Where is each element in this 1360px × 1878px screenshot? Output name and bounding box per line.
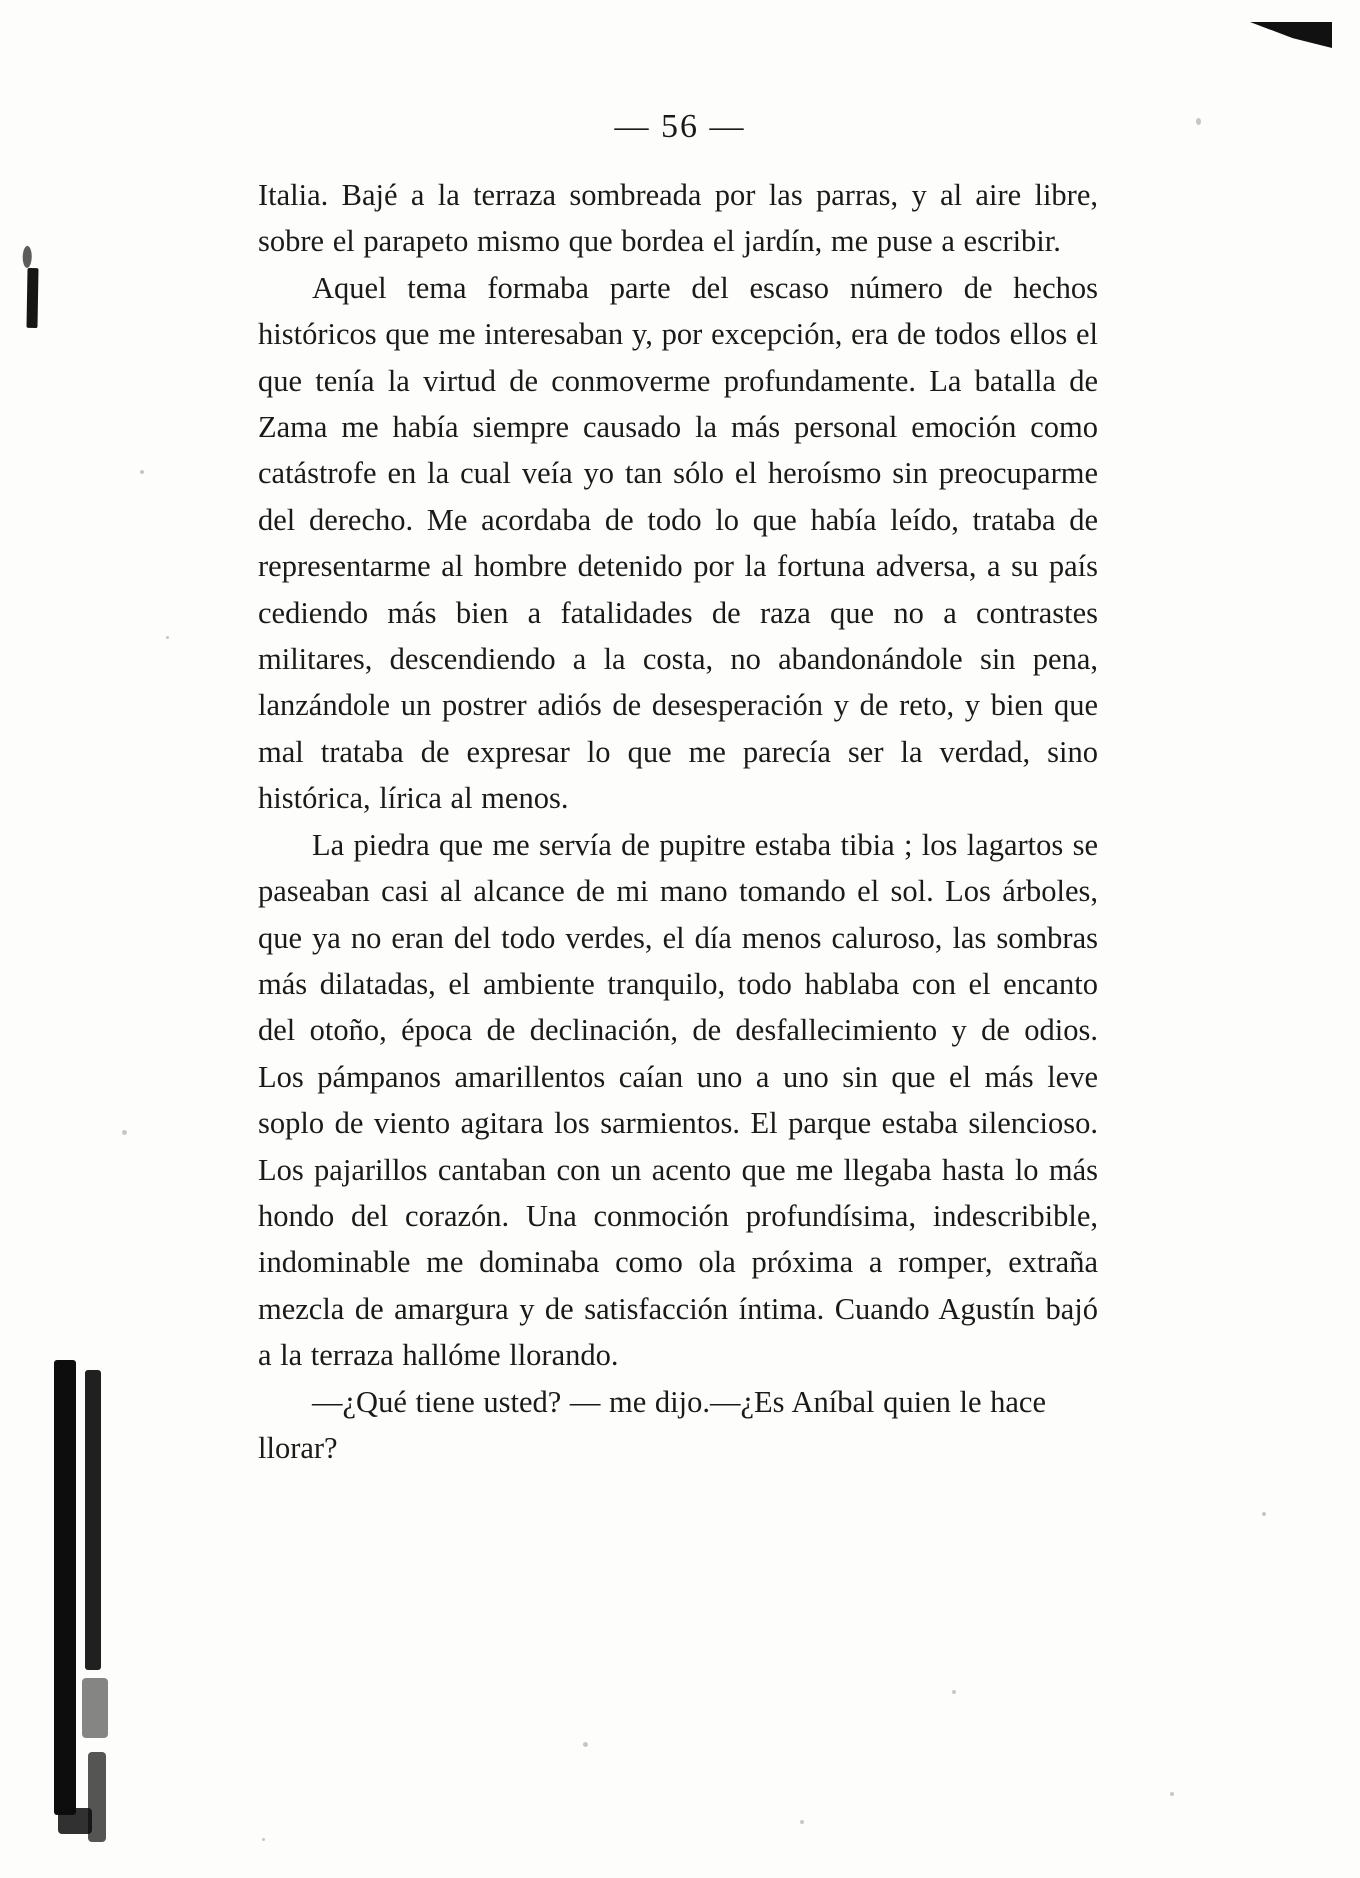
paragraph-3: La piedra que me servía de pupitre estaba tibia ; los lagartos se paseaban casi al alcance de mi mano tomando el sol. Los árboles, que ya no eran del todo verdes, el día menos caluroso, las sombras más dilatadas, el ambiente tranquilo, todo hablaba con el encanto del otoño, época de declinación, de desfallecimiento y de odios. Los pámpanos amarillentos caían uno a uno sin que el más leve soplo de viento agitara los sarmientos. El parque estaba silencioso. Los pajarillos cantaban con un acento que me llegaba hasta lo más hondo del corazón. Una conmoción profundísima, indescribible, indominable me dominaba como ola próxima a romper, extraña mezcla de amargura y de satisfacción íntima. Cuando Agustín bajó a la terraza hallóme llorando. (258, 827, 1098, 1373)
scan-smudge-icon (26, 268, 38, 328)
paragraph-1: Italia. Bajé a la terraza sombreada por las parras, y al aire libre, sobre el parapeto mismo que bordea el jardín, me puse a escribir. (258, 178, 1098, 259)
paragraph-2: Aquel tema formaba parte del escaso número de hechos históricos que me interesaban y, por excepción, era de todos ellos el que tenía la virtud de conmoverme profundamente. La batalla de Zama me había siempre causado la más personal emoción como catástrofe en la cual veía yo tan sólo el heroísmo sin preocuparme del derecho. Me acordaba de todo lo que había leído, trataba de representarme al hombre detenido por la fortuna adversa, a su país cediendo más bien a fatalidades de raza que no a contrastes militares, descendiendo a la costa, no abandonándole sin pena, lanzándole un postrer adiós de desesperación y de reto, y bien que mal trataba de expresar lo que me parecía ser la verdad, sino histórica, lírica al menos. (258, 270, 1098, 816)
page-number: — 56 — (614, 108, 746, 145)
page-body-text (258, 172, 1098, 1471)
scan-blot-icon (52, 1360, 120, 1830)
paragraph-4-dialogue: —¿Qué tiene usted? — me dijo.—¿Es Aníbal quien le hace llorar? (258, 1384, 1047, 1465)
scanner-corner-mark-icon (1250, 22, 1332, 48)
